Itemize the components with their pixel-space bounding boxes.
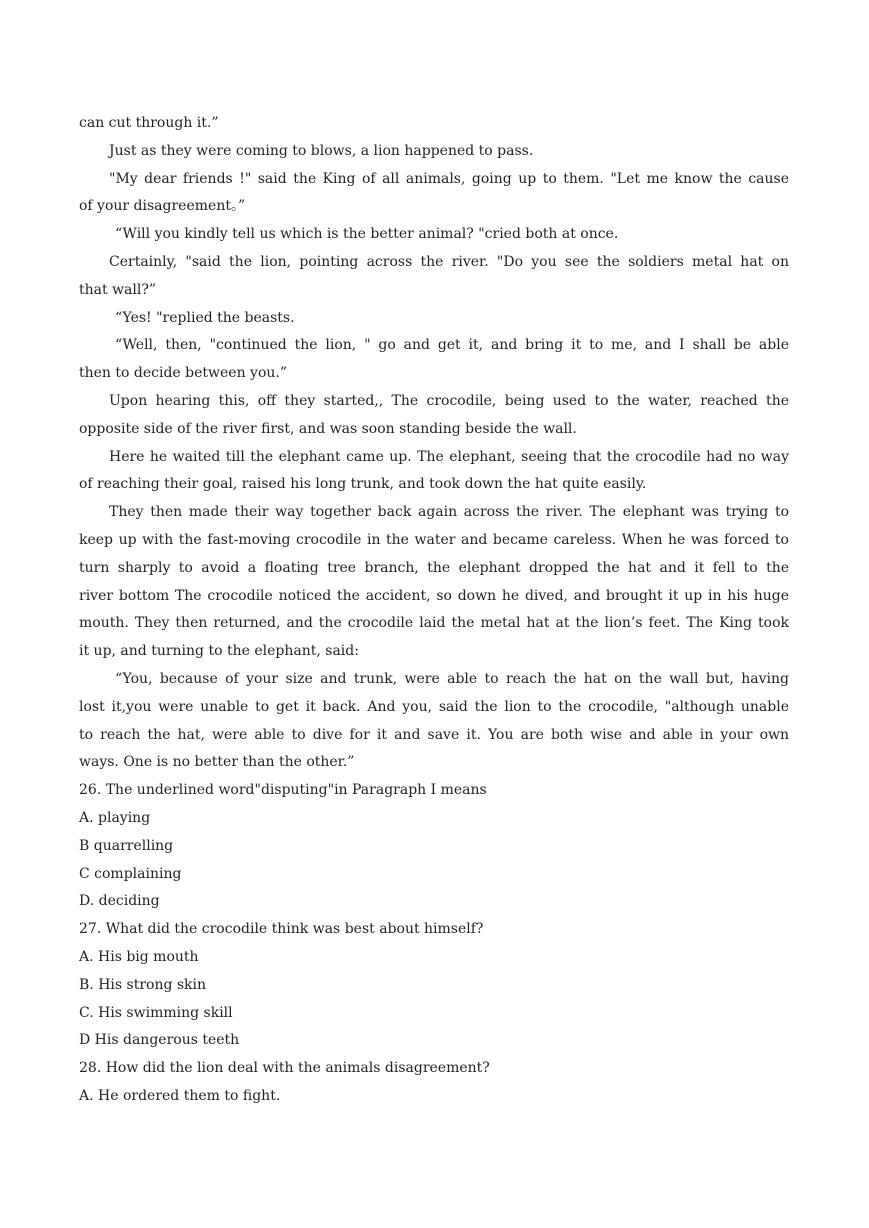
answer-option: A. His big mouth [79,948,199,965]
passage-line: Just as they were coming to blows, a lion happened to pass. [109,142,534,159]
passage-line: then to decide between you.” [79,365,288,382]
answer-option: B. His strong skin [79,976,207,993]
passage-line: opposite side of the river first, and was soon standing beside the wall. [79,420,577,437]
answer-option: D. deciding [79,893,160,910]
answer-option: C complaining [79,865,182,882]
answer-option: D His dangerous teeth [79,1032,240,1049]
passage-line: it up, and turning to the elephant, said: [79,643,359,660]
answer-option: A. He ordered them to fight. [79,1087,281,1104]
passage-line: “Will you kindly tell us which is the better animal? "cried both at once. [115,226,619,243]
questions [79,777,789,1111]
passage-line: to reach the hat, were able to dive for it and save it. You are both wise and able in your own [79,726,789,743]
passage-line: keep up with the fast-moving crocodile in the water and became careless. When he was forced to [79,531,789,548]
answer-option: B quarrelling [79,837,174,854]
question-stem: 27. What did the crocodile think was best about himself? [79,921,484,938]
passage-line: Here he waited till the elephant came up. The elephant, seeing that the crocodile had no way [109,448,789,465]
passage-line: "My dear friends !" said the King of all animals, going up to them. "Let me know the cause [109,170,789,187]
passage-line: of your disagreement。” [79,198,246,215]
passage-line: “Yes! "replied the beasts. [115,309,295,326]
passage [79,110,789,777]
passage-line: of reaching their goal, raised his long trunk, and took down the hat quite easily. [79,476,647,493]
answer-option: A. playing [79,809,151,826]
passage-line: turn sharply to avoid a floating tree branch, the elephant dropped the hat and it fell to the [79,559,789,576]
passage-line: river bottom The crocodile noticed the accident, so down he dived, and brought it up in his huge [79,587,789,604]
passage-line: ways. One is no better than the other.” [79,754,355,771]
passage-line: mouth. They then returned, and the crocodile laid the metal hat at the lion’s feet. The King took [79,615,789,632]
passage-line: can cut through it.” [79,115,219,131]
passage-line: Certainly, "said the lion, pointing across the river. "Do you see the soldiers metal hat on [109,253,789,270]
passage-line: that wall?” [79,281,157,298]
question-stem: 26. The underlined word"disputing"in Paragraph I means [79,782,487,799]
passage-line: Upon hearing this, off they started,, The crocodile, being used to the water, reached the [109,392,789,409]
answer-option: C. His swimming skill [79,1004,233,1021]
passage-line: They then made their way together back again across the river. The elephant was trying to [109,504,789,521]
passage-line: “You, because of your size and trunk, were able to reach the hat on the wall but, having [115,670,789,687]
passage-line: “Well, then, "continued the lion, " go and get it, and bring it to me, and I shall be able [115,337,789,354]
question-stem: 28. How did the lion deal with the animals disagreement? [79,1060,490,1077]
passage-line: lost it,you were unable to get it back. And you, said the lion to the crocodile, "although unable [79,698,789,715]
